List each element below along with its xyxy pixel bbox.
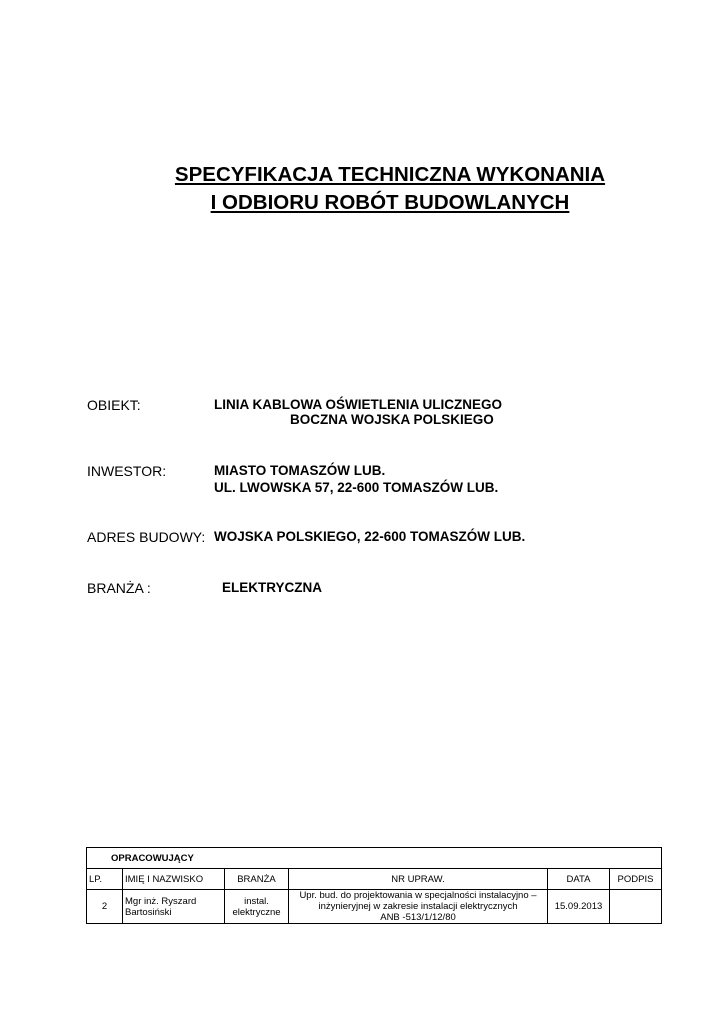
adres-value: WOJSKA POLSKIEGO, 22-600 TOMASZÓW LUB.	[214, 529, 526, 544]
inwestor-value-line1: MIASTO TOMASZÓW LUB.	[214, 463, 386, 478]
signature-table-header: OPRACOWUJĄCY	[87, 848, 662, 869]
row-nr-line3: ANB -513/1/12/80	[380, 912, 456, 923]
row-name	[123, 890, 225, 924]
row-nr-upraw	[289, 890, 548, 924]
obiekt-value-line2: BOCZNA WOJSKA POLSKIEGO	[290, 412, 494, 427]
column-header-name: IMIĘ I NAZWISKO	[123, 869, 225, 890]
row-branza	[225, 890, 289, 924]
row-podpis	[610, 890, 662, 924]
document-title-line1: SPECYFIKACJA TECHNICZNA WYKONANIA	[174, 163, 606, 186]
obiekt-value-line1: LINIA KABLOWA OŚWIETLENIA ULICZNEGO	[214, 397, 502, 412]
row-branza-line2: elektryczne	[232, 906, 281, 918]
column-header-data: DATA	[548, 869, 610, 890]
branza-value: ELEKTRYCZNA	[222, 580, 322, 595]
signature-table	[86, 847, 662, 924]
column-header-branza: BRANŻA	[225, 869, 289, 890]
row-branza-line1: instal.	[244, 895, 269, 907]
row-name-line2: Bartosiński	[125, 906, 172, 918]
column-header-podpis: PODPIS	[610, 869, 662, 890]
obiekt-label: OBIEKT:	[87, 397, 141, 413]
row-lp: 2	[87, 890, 123, 924]
row-nr-line2: inżynieryjnej w zakresie instalacji elektrycznych	[318, 901, 518, 912]
row-data: 15.09.2013	[548, 890, 610, 924]
row-nr-line1: Upr. bud. do projektowania w specjalności instalacyjno –	[299, 890, 537, 901]
column-header-lp: LP.	[87, 869, 123, 890]
branza-label: BRANŻA :	[87, 580, 151, 596]
inwestor-label: INWESTOR:	[87, 463, 167, 479]
row-name-line1: Mgr inż. Ryszard	[125, 895, 197, 907]
inwestor-value-line2: UL. LWOWSKA 57, 22-600 TOMASZÓW LUB.	[214, 480, 499, 495]
adres-label: ADRES BUDOWY:	[87, 529, 206, 545]
table-row	[87, 890, 662, 924]
document-title-line2: I ODBIORU ROBÓT BUDOWLANYCH	[210, 191, 570, 214]
column-header-nr-upraw: NR UPRAW.	[289, 869, 548, 890]
